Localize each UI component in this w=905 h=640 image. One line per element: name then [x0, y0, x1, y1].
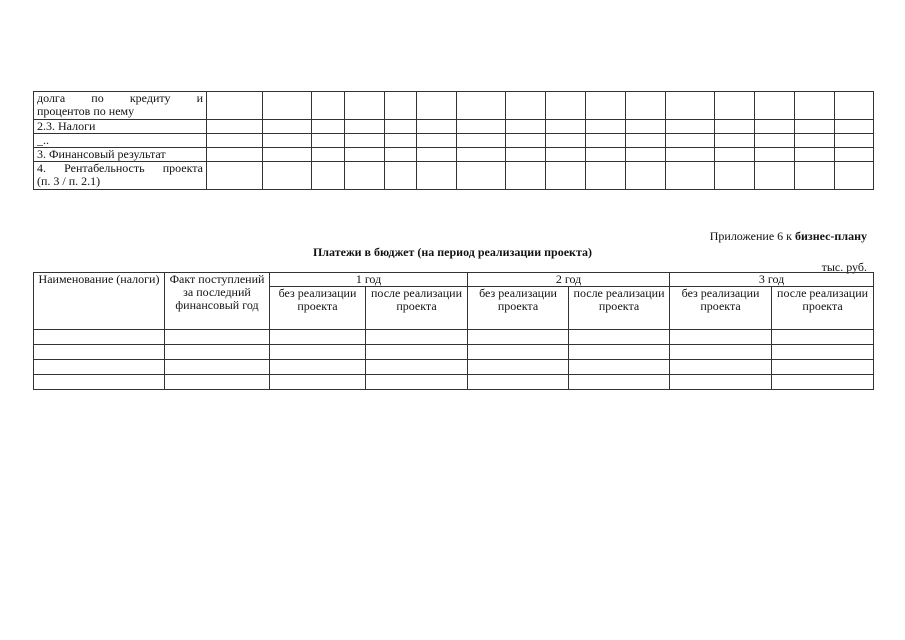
appendix-bold: бизнес-плану [794, 229, 867, 243]
row-label-line: 4. Рентабельность проекта [37, 161, 203, 175]
header-year-2: 2 год [468, 273, 670, 287]
subheader-without: без реализации проекта [468, 287, 569, 330]
table-row [34, 330, 874, 345]
table-row [34, 162, 874, 190]
header-name: Наименование (налоги) [34, 273, 165, 330]
subheader-after: после реализации проекта [569, 287, 670, 330]
row-label-line: долга по кредиту и [37, 91, 203, 105]
row-label [34, 162, 207, 190]
header-row [34, 273, 874, 287]
subheader-after: после реализации проекта [366, 287, 468, 330]
subheader-without: без реализации проекта [270, 287, 366, 330]
table-row [34, 148, 874, 162]
units-label: тыс. руб. [821, 260, 867, 274]
income-table [33, 91, 874, 190]
row-label: 2.3. Налоги [34, 120, 207, 134]
row-label: 3. Финансовый результат [34, 148, 207, 162]
subheader-without: без реализации проекта [670, 287, 772, 330]
budget-table [33, 272, 874, 390]
table-row [34, 134, 874, 148]
subheader-after: после реализации проекта [772, 287, 874, 330]
appendix-caption [710, 229, 867, 244]
table-row [34, 92, 874, 120]
header-year-3: 3 год [670, 273, 874, 287]
table-row [34, 120, 874, 134]
header-year-1: 1 год [270, 273, 468, 287]
row-label: _.. [34, 134, 207, 148]
row-label [34, 92, 207, 120]
page-title: Платежи в бюджет (на период реализации проекта) [312, 245, 593, 259]
table-row [34, 375, 874, 390]
table-row [34, 360, 874, 375]
row-label-line: (п. 3 / п. 2.1) [37, 174, 101, 188]
header-fact: Факт поступлений за последний финансовый год [165, 273, 270, 330]
table-row [34, 345, 874, 360]
row-label-line: процентов по нему [37, 104, 135, 118]
appendix-prefix: Приложение 6 к [709, 229, 795, 243]
